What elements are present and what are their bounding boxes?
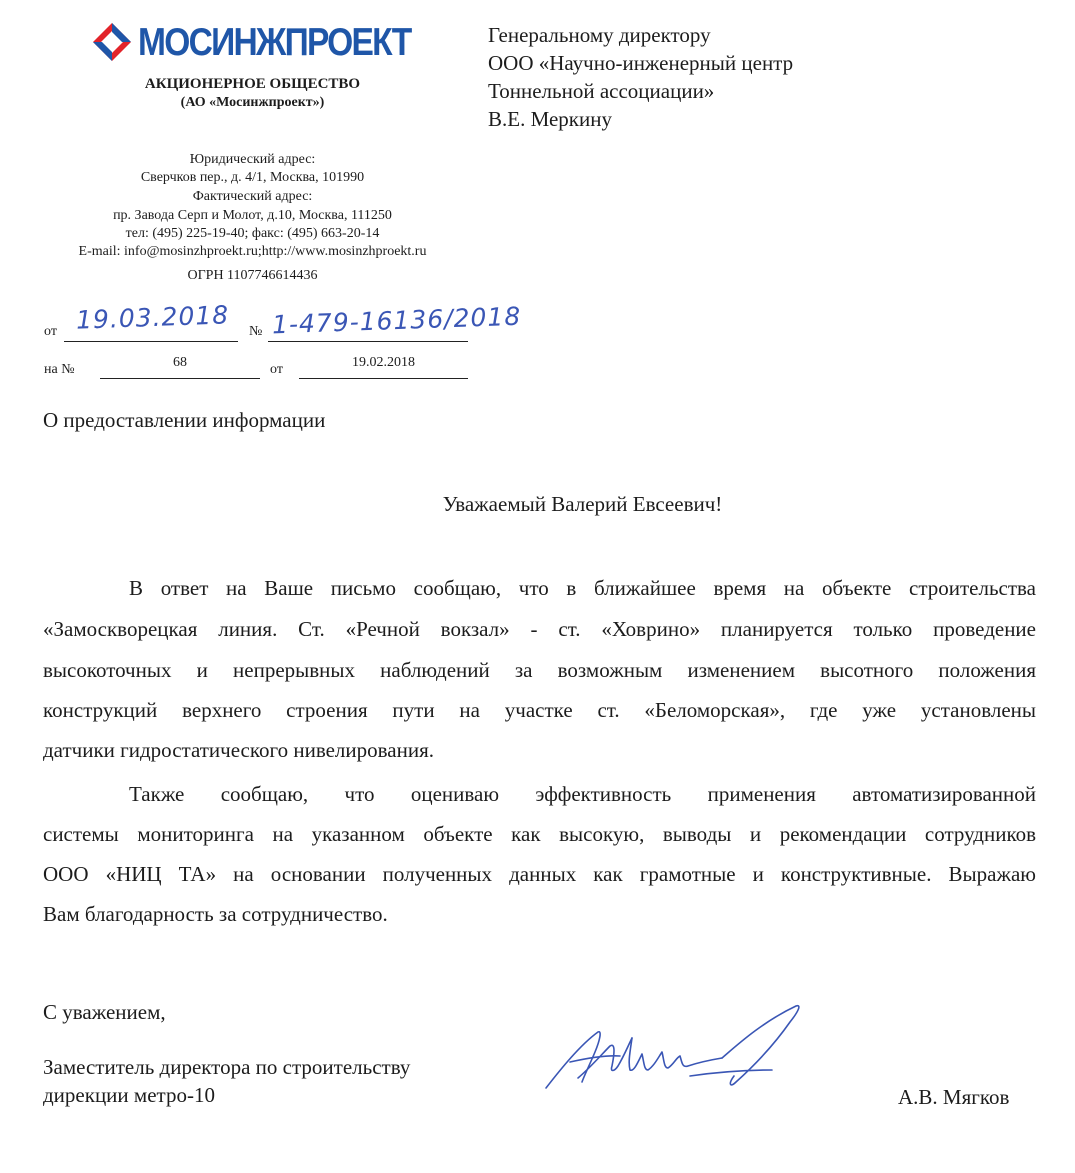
actual-address-label: Фактический адрес: [192,189,313,204]
logo-mark-icon [92,22,132,62]
paragraph-1-line-5: датчики гидростатического нивелирования. [43,738,434,762]
paragraph-1-line-1: В ответ на Ваше письмо сообщаю, что в ближайшее время на объекте строительства [129,576,1036,600]
addressee-line-4: В.Е. Меркину [488,107,612,131]
company-short-name: (АО «Мосинжпроект») [180,95,325,110]
signatory-position-line-2: дирекции метро-10 [43,1083,215,1107]
paragraph-1-line-3: высокоточных и непрерывных наблюдений за возможным изменением высотного положения [43,658,1036,682]
closing: С уважением, [43,1000,166,1024]
reply-number-line [100,378,260,379]
signatory-position-line-1: Заместитель директора по строительству [43,1055,411,1079]
legal-address: Сверчков пер., д. 4/1, Москва, 101990 [140,170,365,185]
legal-address-label: Юридический адрес: [189,152,316,167]
outgoing-date-line [64,341,238,342]
paragraph-2-line-2: системы мониторинга на указанном объекте как высокую, выводы и рекомендации сотрудников [43,822,1036,846]
from-label: от [44,324,57,339]
addressee-line-2: ООО «Научно-инженерный центр [488,51,794,75]
outgoing-number: 1-479-16136/2018 [271,301,522,340]
signature-icon [540,1000,810,1100]
greeting: Уважаемый Валерий Евсеевич! [442,492,723,516]
reply-number-label: на № [44,362,75,377]
addressee-line-3: Тоннельной ассоциации» [488,79,715,103]
signatory-name: А.В. Мягков [898,1085,1010,1109]
outgoing-number-line [268,341,468,342]
company-type: АКЦИОНЕРНОЕ ОБЩЕСТВО [144,76,361,92]
logo-wordmark: МОСИНЖПРОЕКТ [138,20,411,64]
phone-fax: тел: (495) 225-19-40; факс: (495) 663-20-14 [125,226,380,241]
subject-line: О предоставлении информации [43,408,326,432]
paragraph-2-line-1: Также сообщаю, что оцениваю эффективность применения автоматизированной [129,782,1036,806]
number-label: № [249,324,263,339]
addressee-line-1: Генеральному директору [488,23,711,47]
reply-number: 68 [173,355,187,370]
ogrn: ОГРН 1107746614436 [187,268,318,283]
company-logo [92,18,411,66]
reply-from-label: от [270,362,283,377]
outgoing-date: 19.03.2018 [75,300,230,335]
paragraph-2-line-3: ООО «НИЦ ТА» на основании полученных данных как грамотные и конструктивные. Выражаю [43,862,1036,886]
reply-date: 19.02.2018 [352,355,415,370]
reply-date-line [299,378,468,379]
paragraph-2-line-4: Вам благодарность за сотрудничество. [43,902,388,926]
actual-address: пр. Завода Серп и Молот, д.10, Москва, 111250 [113,208,392,223]
paragraph-1-line-2: «Замоскворецкая линия. Ст. «Речной вокзал» - ст. «Ховрино» планируется только проведение [43,617,1036,641]
paragraph-1-line-4: конструкций верхнего строения пути на участке ст. «Беломорская», где уже установлены [43,698,1036,722]
email-website[interactable]: E-mail: info@mosinzhproekt.ru;http://www.mosinzhproekt.ru [78,244,427,259]
